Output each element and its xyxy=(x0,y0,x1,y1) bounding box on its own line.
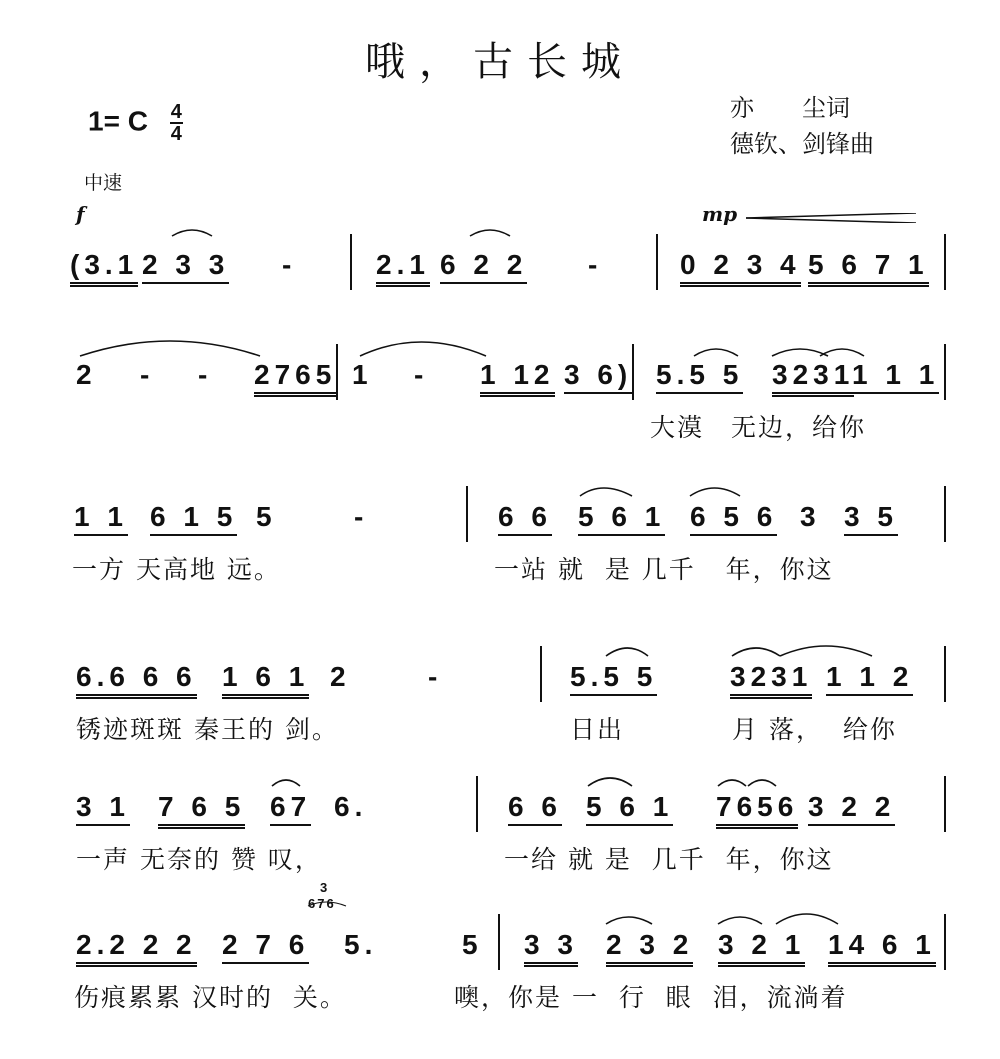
score-line-1 xyxy=(0,248,1000,328)
barline xyxy=(540,646,542,702)
barline xyxy=(944,234,946,290)
tempo-marking: 中速 xyxy=(84,173,123,194)
triplet-notes: 676 xyxy=(308,896,336,911)
note-group: (3.1 xyxy=(70,248,138,287)
barline xyxy=(656,234,658,290)
score-line-4 xyxy=(0,660,1000,744)
barline xyxy=(350,234,352,290)
barline xyxy=(466,486,468,542)
barline xyxy=(944,646,946,702)
note-group: 3 1 xyxy=(76,790,130,826)
note-hold: - xyxy=(588,249,603,280)
note-group: 1 6 1 xyxy=(222,660,309,699)
note-group: 5.5 5 xyxy=(656,358,743,394)
note-group: 5 6 7 1 xyxy=(808,248,929,287)
lyric-text: 一给 就 是 几千 年，你这 xyxy=(504,845,834,874)
lyric-text: 月 落， 给你 xyxy=(732,715,897,744)
lyric-text: 日出 xyxy=(570,715,625,744)
note-group: 5 xyxy=(462,929,483,960)
score-line-6 xyxy=(0,880,1000,1012)
time-sig-top: 4 xyxy=(170,101,182,123)
note-hold: - xyxy=(282,249,297,280)
note-group: 2 xyxy=(76,359,97,390)
barline xyxy=(944,914,946,970)
note-group: 6 6 xyxy=(498,500,552,536)
note-group: 1 1 xyxy=(74,500,128,536)
barline xyxy=(476,776,478,832)
note-group: 3 3 xyxy=(524,928,578,967)
lyric-text: 一方 天高地 远。 xyxy=(72,555,281,584)
note-group: 6 5 6 xyxy=(690,500,777,536)
note-group: 7 6 5 xyxy=(158,790,245,829)
barline xyxy=(336,344,338,400)
note-group: 6 1 5 xyxy=(150,500,237,536)
note-group: 3 2 2 xyxy=(808,790,895,826)
note-group: 1 1 2 xyxy=(826,660,913,696)
note-group: 6. xyxy=(334,791,368,822)
composer-credit: 德钦、剑锋曲 xyxy=(730,130,874,158)
note-group: 5. xyxy=(344,929,378,960)
barline xyxy=(944,776,946,832)
note-group: 5 xyxy=(256,501,277,532)
dynamic-mezzo-piano: mp xyxy=(702,202,738,226)
crescendo-hairpin xyxy=(746,213,916,223)
score-line-5 xyxy=(0,790,1000,874)
score-line-3 xyxy=(0,500,1000,584)
note-group: 2 xyxy=(330,661,351,692)
lyric-text: 噢，你是 一 行 眼 泪，流淌着 xyxy=(454,983,848,1012)
note-group: 3 5 xyxy=(844,500,898,536)
note-group: 2765 xyxy=(254,358,336,397)
barline xyxy=(944,344,946,400)
barline xyxy=(632,344,634,400)
lyric-text: 锈迹斑斑 秦王的 剑。 xyxy=(76,715,339,744)
note-hold: - xyxy=(428,661,443,692)
triplet-mark: 3 xyxy=(320,880,330,895)
lyric-text: 大漠 无边，给你 xyxy=(650,413,867,442)
note-group: 6 2 2 xyxy=(440,248,527,284)
note-group: 6 6 xyxy=(508,790,562,826)
note-group: 2 3 3 xyxy=(142,248,229,284)
note-group: 3231 xyxy=(772,358,854,397)
note-group: 1 xyxy=(352,359,373,390)
note-group: 3 6) xyxy=(564,358,632,394)
note-hold: - xyxy=(198,359,213,390)
song-title: 哦，古长城 xyxy=(365,39,635,85)
note-group: 5 6 1 xyxy=(578,500,665,536)
note-hold: - xyxy=(140,359,155,390)
barline xyxy=(498,914,500,970)
lyricist-credit: 亦 尘词 xyxy=(730,94,850,122)
note-hold: - xyxy=(354,501,369,532)
note-group: 5.5 5 xyxy=(570,660,657,696)
note-group: 2 3 2 xyxy=(606,928,693,967)
lyric-text: 一站 就 是 几千 年，你这 xyxy=(494,555,834,584)
note-group: 1 12 xyxy=(480,358,555,397)
lyric-text: 伤痕累累 汉时的 关。 xyxy=(74,983,347,1012)
lyric-text: 一声 无奈的 赞 叹， xyxy=(76,845,322,874)
key-signature xyxy=(88,102,183,144)
score-line-2 xyxy=(0,358,1000,442)
note-group: 2 7 6 xyxy=(222,928,309,964)
note-group: 67 xyxy=(270,790,311,826)
note-group: 3231 xyxy=(730,660,812,699)
barline xyxy=(944,486,946,542)
note-group: 7656 xyxy=(716,790,798,829)
time-signature xyxy=(170,102,183,144)
note-group: 5 6 1 xyxy=(586,790,673,826)
key-label: 1= C xyxy=(88,105,148,137)
note-group: 2.2 2 2 xyxy=(76,928,197,967)
note-group: 3 2 1 xyxy=(718,928,805,967)
dynamic-forte: f xyxy=(76,202,85,226)
note-hold: - xyxy=(414,359,429,390)
note-group: 14 6 1 xyxy=(828,928,936,967)
note-group: 6.6 6 6 xyxy=(76,660,197,699)
note-group: 2.1 xyxy=(376,248,430,287)
note-group: 0 2 3 4 xyxy=(680,248,801,287)
note-group: 3 xyxy=(800,501,821,532)
time-sig-bottom: 4 xyxy=(170,123,182,145)
note-group: 1 1 1 xyxy=(852,358,939,394)
